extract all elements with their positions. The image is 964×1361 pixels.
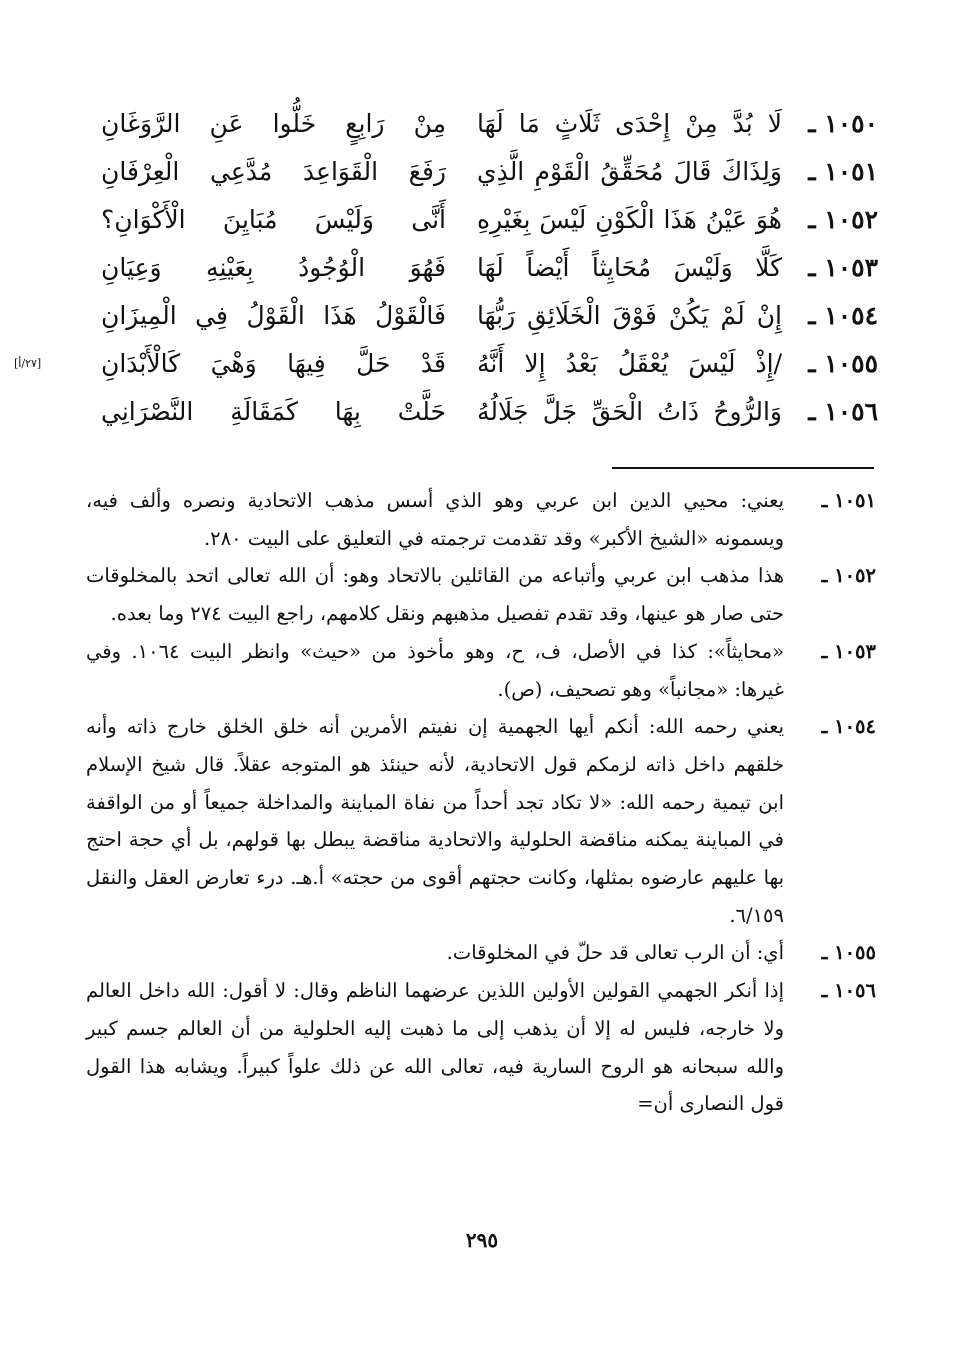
footnote (86, 972, 876, 1123)
verse-second-hemistich: قَدْ حَلَّ فِيهَا وَهْيَ كَالْأَبْدَانِ (101, 349, 446, 378)
verse-first-hemistich: وَلِذَاكَ قَالَ مُحَقِّقُ الْقَوْمِ الَّذِي (477, 157, 782, 186)
verse-row (78, 292, 878, 340)
footnote-text: هذا مذهب ابن عربي وأتباعه من القائلين بالاتحاد وهو: أن الله تعالى اتحد بالمخلوقات حتى صار هو عينها، وقد تقدم تفصيل مذهبهم ونقل كلامهم، راجع البيت ٢٧٤ وما بعده. (86, 564, 784, 626)
footnote-number: ١٠٥١ ـ (821, 489, 876, 512)
verse-second-hemistich: مِنْ رَابِعٍ خَلُّوا عَنِ الرَّوَغَانِ (101, 109, 446, 138)
footnote-number: ١٠٥٥ ـ (821, 941, 876, 965)
verse-number: ١٠٥٦ ـ (808, 397, 878, 426)
verse-first-hemistich: لَا بُدَّ مِنْ إِحْدَى ثَلَاثٍ مَا لَهَا (477, 109, 782, 138)
footnote-text: «محايثاً»: كذا في الأصل، ف، ح، وهو مأخوذ من «حيث» وانظر البيت ١٠٦٤. وفي غيرها: «مجانباً» وهو تصحيف، (ص). (86, 639, 785, 701)
verse-first-hemistich: وَالرُّوحُ ذَاتُ الْحَقِّ جَلَّ جَلَالُهُ (477, 397, 782, 426)
verse-number: ١٠٥٤ ـ (808, 301, 878, 330)
verse-first-hemistich: هُوَ عَيْنُ هَذَا الْكَوْنِ لَيْسَ بِغَيْرِهِ (477, 205, 782, 234)
manuscript-folio-reference: [٢٧/أ] (14, 357, 42, 370)
verse-row (78, 100, 878, 148)
verse-number: ١٠٥١ ـ (808, 157, 878, 186)
page-number: ٢٩٥ (465, 1228, 499, 1252)
verse-second-hemistich: فَهُوَ الْوُجُودُ بِعَيْنِهِ وَعِيَانِ (101, 253, 446, 282)
verse-row (78, 196, 878, 244)
footnote (86, 934, 876, 972)
verse-number: ١٠٥٥ ـ (808, 349, 878, 378)
footnotes-section (86, 482, 876, 1123)
verse-second-hemistich: حَلَّتْ بِهَا كَمَقَالَةِ النَّصْرَانِي (101, 397, 446, 426)
footnote (86, 482, 876, 557)
footnote-number: ١٠٥٦ ـ (821, 979, 876, 1003)
verse-number: ١٠٥٣ ـ (808, 253, 878, 282)
verse-second-hemistich: فَالْقَوْلُ هَذَا الْقَوْلُ فِي الْمِيزَانِ (101, 301, 446, 330)
footnote-text: يعني: محيي الدين ابن عربي وهو الذي أسس مذهب الاتحادية ونصره وألف فيه، ويسمونه «الشيخ الأكبر» وقد تقدمت ترجمته في التعليق على البيت ٢٨٠. (86, 489, 784, 550)
verse-number: ١٠٥٠ ـ (808, 109, 878, 138)
verse-row (14, 340, 878, 388)
verse-row (78, 148, 878, 196)
verse-first-hemistich: إِنْ لَمْ يَكُنْ فَوْقَ الْخَلَائِقِ رَبُّهَا (477, 301, 782, 330)
footnote-text: يعني رحمه الله: أنكم أيها الجهمية إن نفيتم الأمرين أنه خلق الخلق خارج ذاته وأنه خلقهم داخل ذاته لزمكم قول الاتحادية، لأنه حينئذ هو المتوجه عقلاً. قال شيخ الإسلام ابن تيمية رحمه الله: «لا تكاد تجد أحداً من نفاة المباينة والمداخلة جميعاً أو من الواقفة في المباينة يمكنه مناقضة الحلولية والاتحادية مناقضة يبطل بها قولهم، بل أي حجة احتج بها عليهم عارضوه بمثلها، وكانت حجتهم أقوى من حجته» أ.هـ. درء تعارض العقل والنقل ٦/١٥٩. (86, 715, 784, 927)
poem-section (14, 100, 878, 436)
verse-number: ١٠٥٢ ـ (808, 205, 878, 234)
footnote (86, 557, 876, 632)
verse-row (78, 244, 878, 292)
footnote-number: ١٠٥٢ ـ (821, 564, 876, 588)
verse-first-hemistich: /إِذْ لَيْسَ يُعْقَلُ بَعْدُ إِلا أَنَّهُ (477, 349, 782, 378)
verse-first-hemistich: كَلَّا وَلَيْسَ مُحَايِثاً أَيْضاً لَهَا (477, 253, 782, 282)
footnote-text: إذا أنكر الجهمي القولين الأولين اللذين عرضهما الناظم وقال: لا أقول: الله داخل العالم ولا خارجه، فليس له إلا أن يذهب إلى ما ذهبت إليه الحلولية من أن العالم جسم كبير والله سبحانه هو الروح السارية فيه، تعالى الله عن ذلك علواً كبيراً. ويشابه هذا القول قول النصارى أن= (86, 979, 784, 1116)
verse-second-hemistich: أَنَّى وَلَيْسَ مُبَايِنَ الْأَكْوَانِ؟ (101, 205, 446, 234)
footnote-text: أي: أن الرب تعالى قد حلّ في المخلوقات. (446, 941, 784, 965)
footnote-separator (612, 467, 874, 469)
footnote (86, 633, 876, 708)
verse-second-hemistich: رَفَعَ الْقَوَاعِدَ مُدَّعِي الْعِرْفَانِ (101, 157, 446, 186)
footnote-number: ١٠٥٤ ـ (821, 715, 876, 739)
footnote-number: ١٠٥٣ ـ (821, 639, 876, 663)
footnote (86, 708, 876, 934)
verse-row (78, 388, 878, 436)
